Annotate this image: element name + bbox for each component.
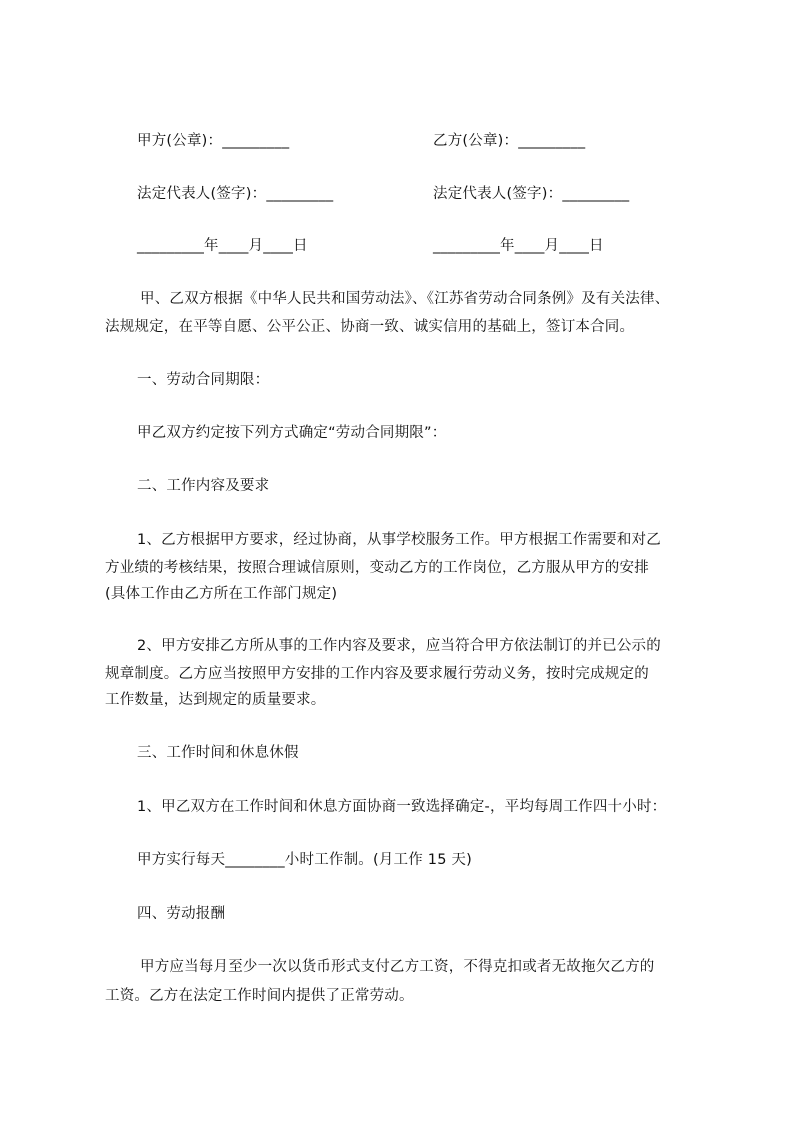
section-3-heading: 三、工作时间和休息休假: [137, 745, 299, 761]
section-2-item-1-line-2: 方业绩的考核结果，按照合理诚信原则，变动乙方的工作岗位，乙方服从甲方的安排: [105, 560, 649, 576]
section-1-text: 甲乙双方约定按下列方式确定“劳动合同期限”：: [137, 425, 447, 441]
section-2-item-1-line-3: (具体工作由乙方所在工作部门规定): [105, 586, 338, 602]
preamble-line-1: 甲、乙双方根据《中华人民共和国劳动法》、《江苏省劳动合同条例》及有关法律、: [140, 291, 670, 307]
preamble-line-2: 法规规定，在平等自愿、公平公正、协商一致、诚实信用的基础上，签订本合同。: [105, 319, 635, 335]
party-a-date: _________年____月____日: [137, 238, 308, 254]
party-b-date: _________年____月____日: [433, 238, 604, 254]
party-a-seal: 甲方(公章)：_________: [137, 133, 290, 149]
section-2-item-2-line-2: 规章制度。乙方应当按照甲方安排的工作内容及要求履行劳动义务，按时完成规定的: [105, 666, 649, 682]
section-2-item-2-line-3: 工作数量，达到规定的质量要求。: [105, 692, 326, 708]
party-a-representative: 法定代表人(签字)：_________: [137, 186, 334, 202]
party-b-seal: 乙方(公章)：_________: [433, 133, 586, 149]
section-4-heading: 四、劳动报酬: [137, 906, 226, 922]
section-4-line-1: 甲方应当每月至少一次以货币形式支付乙方工资，不得克扣或者无故拖欠乙方的: [140, 959, 655, 975]
section-2-heading: 二、工作内容及要求: [137, 478, 270, 494]
section-3-item-1: 1、甲乙双方在工作时间和休息方面协商一致选择确定-，平均每周工作四十小时：: [137, 799, 667, 815]
section-3-item-2: 甲方实行每天________小时工作制。(月工作 15 天): [137, 852, 472, 868]
section-2-item-1-line-1: 1、乙方根据甲方要求，经过协商，从事学校服务工作。甲方根据工作需要和对乙: [137, 532, 661, 548]
section-2-item-2-line-1: 2、甲方安排乙方所从事的工作内容及要求，应当符合甲方依法制订的并已公示的: [137, 638, 661, 654]
section-1-heading: 一、劳动合同期限：: [137, 372, 270, 388]
party-b-representative: 法定代表人(签字)：_________: [433, 186, 630, 202]
section-4-line-2: 工资。乙方在法定工作时间内提供了正常劳动。: [105, 988, 414, 1004]
